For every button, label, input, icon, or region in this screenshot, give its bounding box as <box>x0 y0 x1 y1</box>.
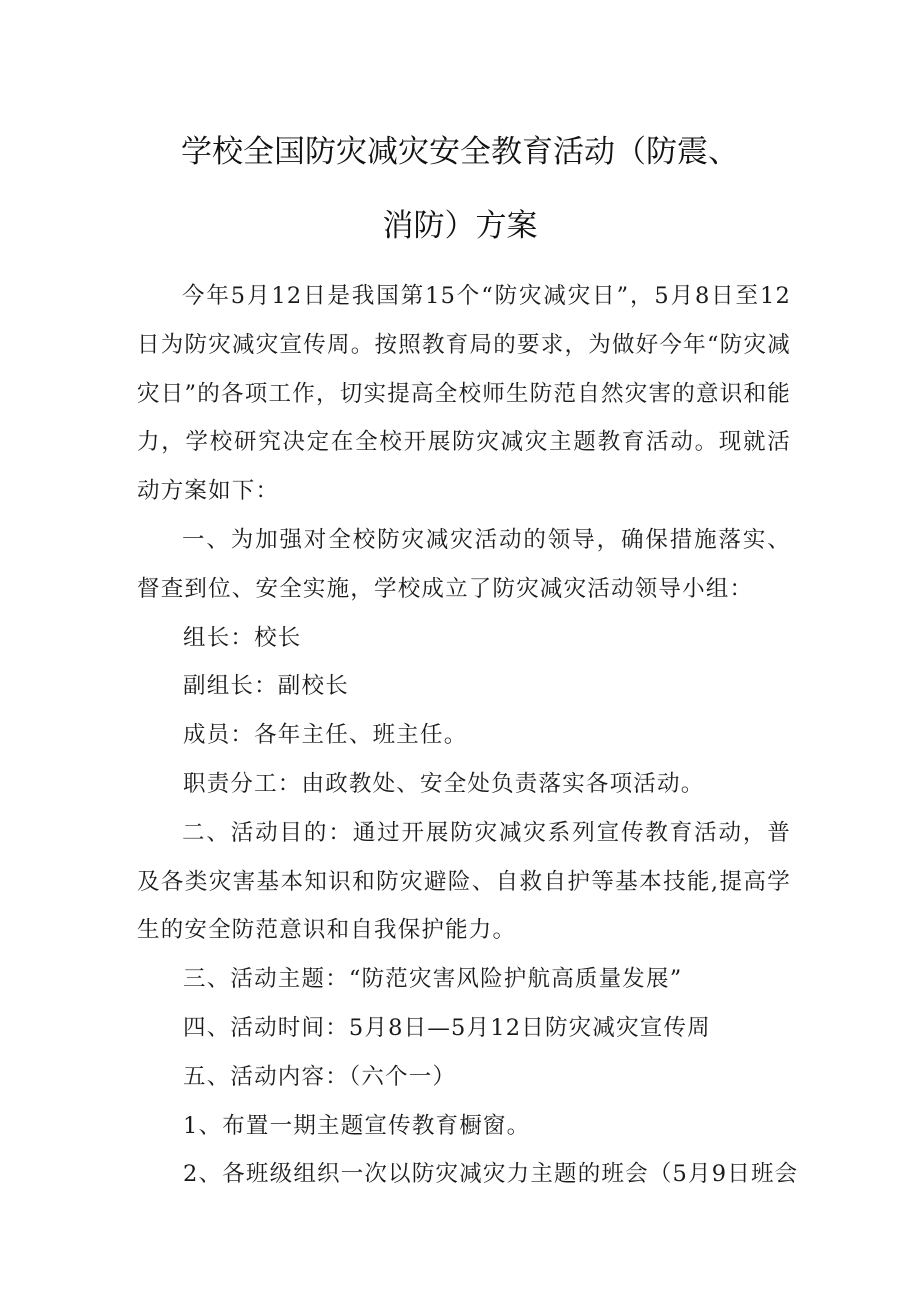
paragraph-item-1: 1、布置一期主题宣传教育橱窗。 <box>183 1112 531 1139</box>
paragraph-section-5: 五、活动内容：（六个一） <box>183 1063 457 1090</box>
paragraph-item-2: 2、各班级组织一次以防灾减灾力主题的班会（5月9日班会 <box>183 1161 799 1188</box>
paragraph-section-2: 二、活动目的：通过开展防灾减灾系列宣传教育活动，普及各类灾害基本知识和防灾避险、自救自护等基本技能,提高学生的安全防范意识和自我保护能力。 <box>137 819 791 944</box>
paragraph-deputy-leader: 副组长：副校长 <box>183 673 349 700</box>
paragraph-leader: 组长：校长 <box>183 624 302 651</box>
document-title-line2: 消防）方案 <box>382 208 538 244</box>
document-title-line1: 学校全国防灾减灾安全教育活动（防震、 <box>181 134 739 170</box>
paragraph-members: 成员：各年主任、班主任。 <box>183 722 468 749</box>
paragraph-section-1: 一、为加强对全校防灾减灾活动的领导，确保措施落实、督查到位、安全实施，学校成立了防灾减灾活动领导小组： <box>137 526 791 602</box>
paragraph-intro: 今年5月12日是我国第15个“防灾减灾日”，5月8日至12日为防灾减灾宣传周。按照教育局的要求，为做好今年“防灾减灾日”的各项工作，切实提高全校师生防范自然灾害的意识和能力，学校研究决定在全校开展防灾减灾主题教育活动。现就活动方案如下： <box>137 283 791 505</box>
document-body <box>137 272 799 1199</box>
paragraph-responsibilities: 职责分工：由政教处、安全处负责落实各项活动。 <box>183 770 705 797</box>
paragraph-section-3: 三、活动主题：“防范灾害风险护航高质量发展” <box>183 966 683 993</box>
paragraph-section-4: 四、活动时间：5月8日—5月12日防灾减灾宣传周 <box>183 1014 711 1041</box>
